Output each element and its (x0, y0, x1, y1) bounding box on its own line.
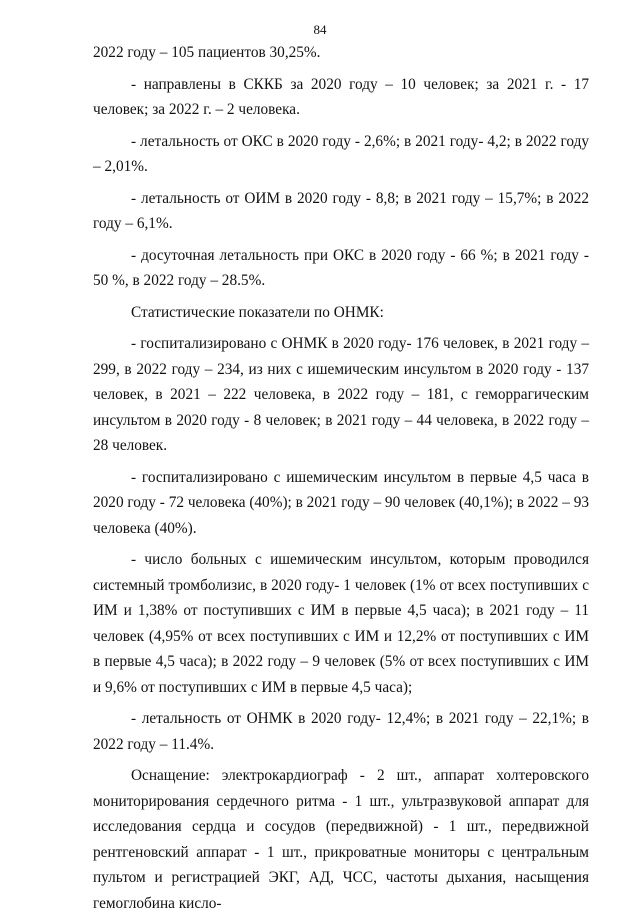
paragraph-oks-mortality: - летальность от ОКС в 2020 году - 2,6%; в 2021 году- 4,2; в 2022 году – 2,01%. (93, 132, 589, 175)
paragraph-ischemic-first-hours: - госпитализировано с ишемическим инсультом в первые 4,5 часа в 2020 году - 72 человека (40%); в 2021 году – 90 человек (40,1%); в 2022 – 93 человека (40%). (93, 468, 589, 537)
paragraph-oim-mortality: - летальность от ОИМ в 2020 году - 8,8; в 2021 году – 15,7%; в 2022 году – 6,1%. (93, 189, 589, 232)
paragraph-oks-daily-mortality: - досуточная летальность при ОКС в 2020 году - 66 %; в 2021 году - 50 %, в 2022 году – 28.5%. (93, 246, 589, 289)
paragraph-onmk-mortality: - летальность от ОНМК в 2020 году- 12,4%; в 2021 году – 22,1%; в 2022 году – 11.4%. (93, 710, 589, 753)
paragraph-continuation: 2022 году – 105 пациентов 30,25%. (93, 44, 321, 61)
paragraph-equipment: Оснащение: электрокардиограф - 2 шт., аппарат холтеровского мониторирования сердечного ритма - 1 шт., ультразвуковой аппарат для исследования сердца и сосудов (передвижной) - 1 шт., передвижной рентгеновский аппарат - 1 шт., прикроватные мониторы с центральным пультом и регистрацией ЭКГ, АД, ЧСС, частоты дыхания, насыщения гемоглобина кисло- (93, 767, 589, 912)
section-heading-onmk-stats: Статистические показатели по ОНМК: (131, 303, 384, 321)
paragraph-skkb-referrals: - направлены в СККБ за 2020 году – 10 человек; за 2021 г. - 17 человек; за 2022 г. – 2 человека. (93, 75, 589, 118)
page-number: 84 (313, 22, 327, 37)
document-body (93, 40, 589, 922)
paragraph-thrombolysis: - число больных с ишемическим инсультом, которым проводился системный тромболизис, в 2020 году- 1 человек (1% от всех поступивших с ИМ и 1,38% от поступивших с ИМ в первые 4,5 часа); в 2021 году – 11 человек (4,95% от всех поступивших с ИМ и 12,2% от поступивших с ИМ в первые 4,5 часа); в 2022 году – 9 человек (5% от всех поступивших с ИМ и 9,6% от поступивших с ИМ в первые 4,5 часа); (93, 551, 589, 696)
paragraph-onmk-hospitalized: - госпитализировано с ОНМК в 2020 году- 176 человек, в 2021 году – 299, в 2022 году – 234, из них с ишемическим инсультом в 2020 году - 137 человек, в 2021 – 222 человека, в 2022 году – 181, с геморрагическим инсультом в 2020 году - 8 человек; в 2021 году – 44 человека, в 2022 году – 28 человек. (93, 335, 589, 454)
